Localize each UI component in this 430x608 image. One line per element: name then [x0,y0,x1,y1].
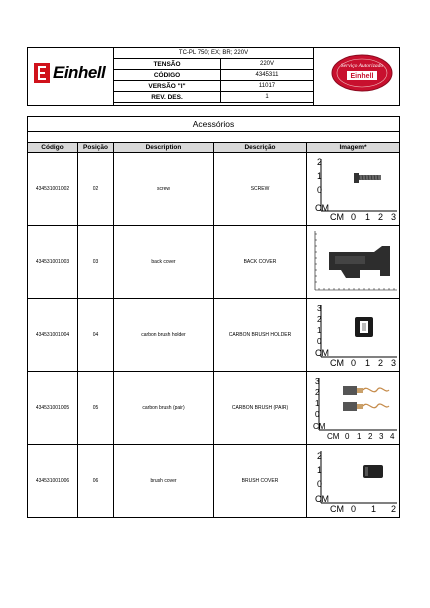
model-name: TC-PL 750; EX; BR; 220V [114,48,314,59]
label-version: VERSÃO "I" [114,81,221,92]
svg-text:2: 2 [317,314,322,324]
label-voltage: TENSÃO [114,59,221,70]
label-code: CÓDIGO [114,70,221,81]
part-position: 05 [78,371,114,444]
svg-text:0: 0 [317,478,323,489]
part-position: 06 [78,444,114,517]
svg-text:3: 3 [315,376,320,386]
seal-cell [314,48,400,106]
part-image [307,225,400,298]
part-description-pt: CARBON BRUSH (PAIR) [214,371,307,444]
carbon-brush-photo [307,372,400,444]
table-row [28,298,400,371]
seal-text: Serviço Autorizado [340,63,384,69]
svg-text:1: 1 [357,431,362,441]
part-description-en: carbon brush holder [114,298,214,371]
logo-cell [28,48,114,106]
part-image [307,152,400,225]
col-image: Imagem* [307,142,400,152]
svg-text:1: 1 [317,464,323,475]
part-description-pt: CARBON BRUSH HOLDER [214,298,307,371]
part-description-en: brush cover [114,444,214,517]
part-code: 434531001006 [28,444,78,517]
svg-text:0: 0 [317,184,323,195]
svg-text:CM: CM [315,202,329,213]
svg-text:4: 4 [390,431,395,441]
col-description: Description [114,142,214,152]
svg-text:2: 2 [368,431,373,441]
svg-text:1: 1 [317,325,322,335]
svg-text:2: 2 [317,156,323,167]
svg-text:3: 3 [391,357,397,368]
svg-text:CM: CM [313,421,326,431]
spare-parts-sheet [27,47,399,518]
part-code: 434531001002 [28,152,78,225]
part-position: 03 [78,225,114,298]
svg-text:3: 3 [379,431,384,441]
svg-text:0: 0 [351,503,357,514]
part-code: 434531001004 [28,298,78,371]
svg-text:CM: CM [330,357,344,368]
svg-text:0: 0 [315,409,320,419]
einhell-logo: Einhell [34,62,114,84]
value-code: 4345311 [221,70,314,81]
value-revision: 1 [221,92,314,103]
svg-text:1: 1 [315,398,320,408]
svg-text:CM: CM [327,431,340,441]
part-position: 02 [78,152,114,225]
part-description-pt: BRUSH COVER [214,444,307,517]
svg-text:0: 0 [351,211,357,222]
svg-text:0: 0 [317,336,322,346]
table-row [28,371,400,444]
value-voltage: 220V [221,59,314,70]
brush-cover-photo [307,445,400,517]
col-descricao: Descrição [214,142,307,152]
svg-text:1: 1 [365,357,371,368]
svg-text:CM: CM [315,347,329,358]
einhell-e-icon [34,63,50,83]
table-row [28,225,400,298]
part-image [307,371,400,444]
svg-text:1: 1 [371,503,377,514]
value-version: 11017 [221,81,314,92]
svg-text:2: 2 [378,357,384,368]
svg-text:2: 2 [378,211,384,222]
svg-text:1: 1 [317,170,323,181]
header-table [27,47,400,106]
svg-text:1: 1 [365,211,371,222]
col-code: Código [28,142,78,152]
part-code: 434531001003 [28,225,78,298]
table-row [28,444,400,517]
svg-text:CM: CM [330,503,344,514]
svg-text:0: 0 [345,431,350,441]
col-position: Posição [78,142,114,152]
svg-text:CM: CM [315,493,329,504]
svg-text:3: 3 [391,211,397,222]
seal-brand: Einhell [350,73,374,80]
svg-text:2: 2 [317,450,323,461]
authorized-service-seal [331,54,393,92]
parts-table [27,105,400,518]
label-revision: REV. DES. [114,92,221,103]
svg-text:0: 0 [351,357,357,368]
part-code: 434531001005 [28,371,78,444]
svg-text:CM: CM [330,211,344,222]
part-description-en: back cover [114,225,214,298]
svg-text:2: 2 [391,503,397,514]
brush-holder-photo [307,299,400,371]
back-cover-photo [307,226,400,298]
section-title: Acessórios [28,116,400,131]
part-description-pt: BACK COVER [214,225,307,298]
screw-photo [307,153,400,225]
svg-text:3: 3 [317,303,322,313]
table-row [28,152,400,225]
part-position: 04 [78,298,114,371]
svg-text:2: 2 [315,387,320,397]
part-description-en: screw [114,152,214,225]
part-image [307,444,400,517]
part-description-pt: SCREW [214,152,307,225]
part-image [307,298,400,371]
part-description-en: carbon brush (pair) [114,371,214,444]
